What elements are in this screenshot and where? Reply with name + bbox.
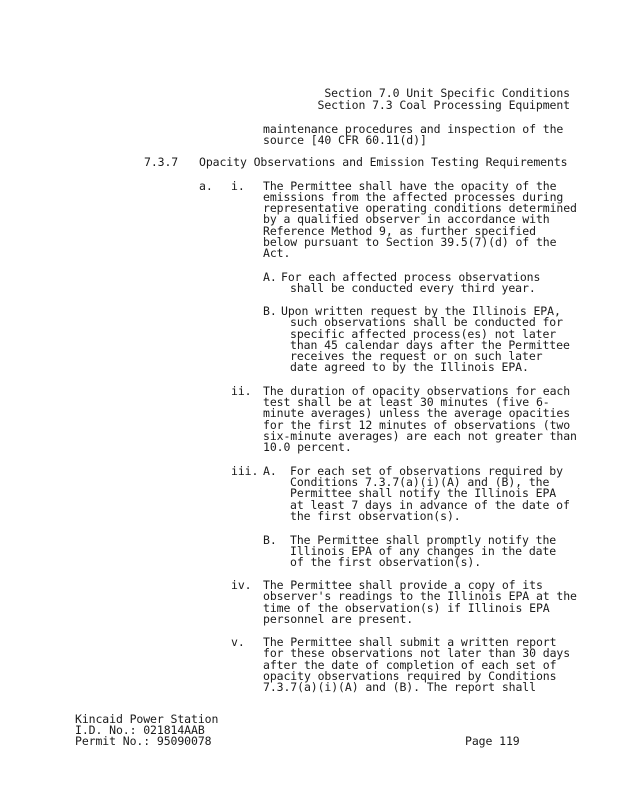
item-iii-a-line: Permittee shall notify the Illinois EPA bbox=[290, 486, 557, 500]
item-iii-b-line: The Permittee shall promptly notify the bbox=[290, 533, 557, 547]
item-ii-line: 10.0 percent. bbox=[263, 440, 352, 454]
item-iii-a-line: at least 7 days in advance of the date of bbox=[290, 498, 570, 512]
item-i-line: Act. bbox=[263, 246, 291, 260]
item-ii-line: for the first 12 minutes of observations (two bbox=[263, 418, 571, 432]
header-subsection-title: Section 7.3 Coal Processing Equipment bbox=[317, 98, 570, 112]
item-i-label: i. bbox=[231, 179, 245, 193]
item-a-label: a. bbox=[199, 179, 213, 193]
continuation-line: source [40 CFR 60.11(d)] bbox=[263, 133, 427, 147]
item-i-a-line: shall be conducted every third year. bbox=[290, 281, 536, 295]
footer-permit-number: Permit No.: 95090078 bbox=[75, 734, 212, 748]
item-v-line: after the date of completion of each set of bbox=[263, 658, 557, 672]
item-i-b-line: than 45 calendar days after the Permittee bbox=[290, 338, 570, 352]
item-i-a-label: A. bbox=[263, 270, 277, 284]
item-i-line: The Permittee shall have the opacity of the bbox=[263, 179, 557, 193]
item-ii-line: The duration of opacity observations for each bbox=[263, 384, 571, 398]
item-i-b-line: date agreed to by the Illinois EPA. bbox=[290, 360, 529, 374]
item-iii-a-label: A. bbox=[263, 464, 277, 478]
item-i-line: by a qualified observer in accordance with bbox=[263, 212, 550, 226]
footer-id-number: I.D. No.: 021814AAB bbox=[75, 723, 205, 737]
item-v-line: for these observations not later than 30 days bbox=[263, 646, 571, 660]
footer-station-name: Kincaid Power Station bbox=[75, 712, 219, 726]
item-iv-line: observer's readings to the Illinois EPA at the bbox=[263, 589, 577, 603]
item-v-label: v. bbox=[231, 635, 245, 649]
item-iv-line: personnel are present. bbox=[263, 612, 414, 626]
item-i-b-line: Upon written request by the Illinois EPA, bbox=[281, 304, 561, 318]
item-i-b-label: B. bbox=[263, 304, 277, 318]
item-ii-line: test shall be at least 30 minutes (five 6- bbox=[263, 395, 550, 409]
item-ii-line: six-minute averages) are each not greater than bbox=[263, 429, 577, 443]
item-v-line: opacity observations required by Conditions bbox=[263, 669, 557, 683]
item-iv-label: iv. bbox=[231, 578, 252, 592]
item-i-line: representative operating conditions determined bbox=[263, 201, 577, 215]
item-i-b-line: such observations shall be conducted for bbox=[290, 315, 563, 329]
item-iii-b-line: of the first observation(s). bbox=[290, 555, 482, 569]
footer-page-number: Page 119 bbox=[465, 734, 520, 748]
item-iii-a-line: For each set of observations required by bbox=[290, 464, 563, 478]
item-iv-line: time of the observation(s) if Illinois EPA bbox=[263, 601, 550, 615]
item-iii-a-line: the first observation(s). bbox=[290, 509, 461, 523]
item-i-b-line: specific affected process(es) not later bbox=[290, 327, 557, 341]
item-v-line: The Permittee shall submit a written report bbox=[263, 635, 557, 649]
item-i-a-line: For each affected process observations bbox=[281, 270, 541, 284]
section-heading: Opacity Observations and Emission Testing Requirements bbox=[199, 155, 568, 169]
item-v-line: 7.3.7(a)(i)(A) and (B). The report shall bbox=[263, 680, 536, 694]
continuation-line: maintenance procedures and inspection of the bbox=[263, 122, 564, 136]
item-iii-label: iii. bbox=[231, 464, 259, 478]
item-iii-b-line: Illinois EPA of any changes in the date bbox=[290, 544, 557, 558]
item-ii-line: minute averages) unless the average opacities bbox=[263, 406, 571, 420]
item-ii-label: ii. bbox=[231, 384, 252, 398]
item-i-line: Reference Method 9, as further specified bbox=[263, 224, 536, 238]
section-number: 7.3.7 bbox=[144, 155, 179, 169]
item-iii-a-line: Conditions 7.3.7(a)(i)(A) and (B), the bbox=[290, 475, 550, 489]
item-i-b-line: receives the request or on such later bbox=[290, 349, 543, 363]
item-i-line: below pursuant to Section 39.5(7)(d) of the bbox=[263, 235, 557, 249]
item-i-line: emissions from the affected processes during bbox=[263, 190, 564, 204]
item-iv-line: The Permittee shall provide a copy of its bbox=[263, 578, 543, 592]
header-section-title: Section 7.0 Unit Specific Conditions bbox=[324, 86, 570, 100]
item-iii-b-label: B. bbox=[263, 533, 277, 547]
